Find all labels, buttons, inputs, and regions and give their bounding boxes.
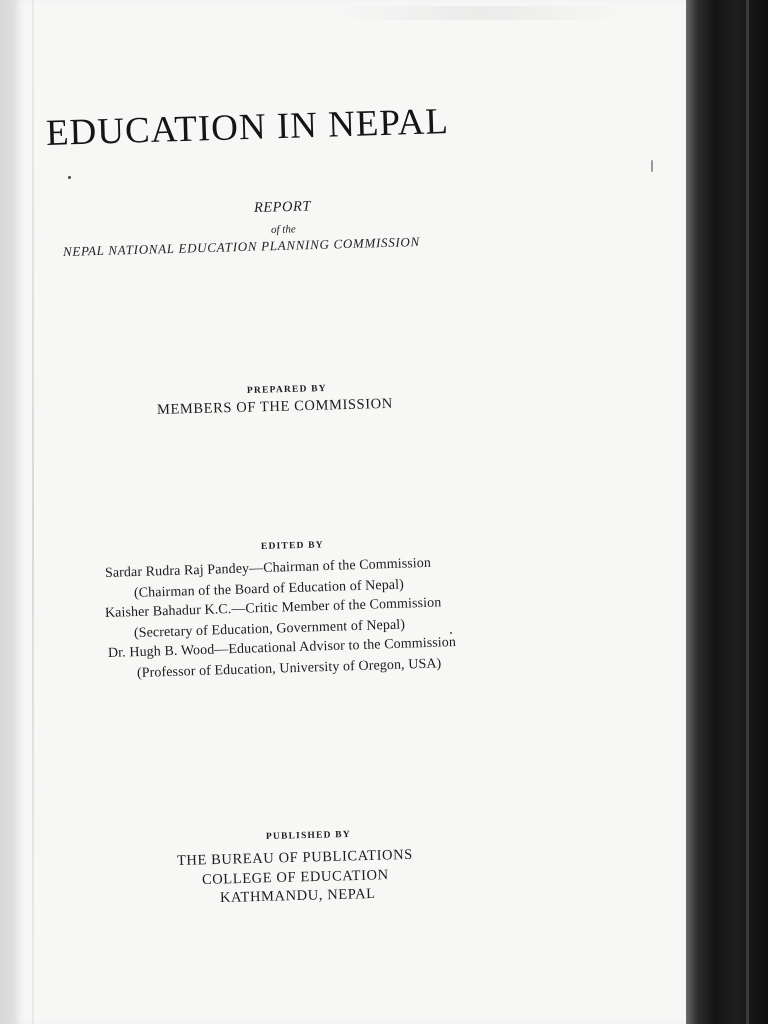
book-binding-shadow [686, 0, 768, 1024]
edited-by-label: EDITED BY [260, 540, 324, 552]
editor-line: Sardar Rudra Raj Pandey—Chairman of the Commission [104, 555, 432, 581]
ink-speck [651, 160, 653, 172]
of-the-label: of the [270, 223, 296, 236]
editor-line: Dr. Hugh B. Wood—Educational Advisor to the Commission [107, 635, 457, 661]
editor-line: Kaisher Bahadur K.C.—Critic Member of the Commission [104, 595, 442, 621]
binding-edge [746, 0, 749, 1024]
prepared-by-text: MEMBERS OF THE COMMISSION [156, 395, 394, 418]
page-crease [32, 0, 34, 1024]
ink-speck [450, 632, 452, 634]
publisher-line: THE BUREAU OF PUBLICATIONS [176, 846, 414, 869]
editor-line: (Secretary of Education, Government of Nepal) [133, 617, 406, 641]
editor-line: (Professor of Education, University of Oregon, USA) [136, 656, 442, 681]
ink-speck [68, 176, 71, 179]
publisher-line: COLLEGE OF EDUCATION [201, 867, 389, 888]
editor-line: (Chairman of the Board of Education of Nepal) [133, 577, 405, 601]
prepared-by-label: PREPARED BY [246, 383, 327, 396]
bleed-through-smudge [330, 6, 630, 20]
published-by-label: PUBLISHED BY [265, 829, 351, 842]
publisher-line: KATHMANDU, NEPAL [219, 885, 376, 906]
report-label: REPORT [253, 198, 312, 216]
commission-name: NEPAL NATIONAL EDUCATION PLANNING COMMISSION [62, 234, 421, 259]
book-title: EDUCATION IN NEPAL [45, 101, 450, 154]
